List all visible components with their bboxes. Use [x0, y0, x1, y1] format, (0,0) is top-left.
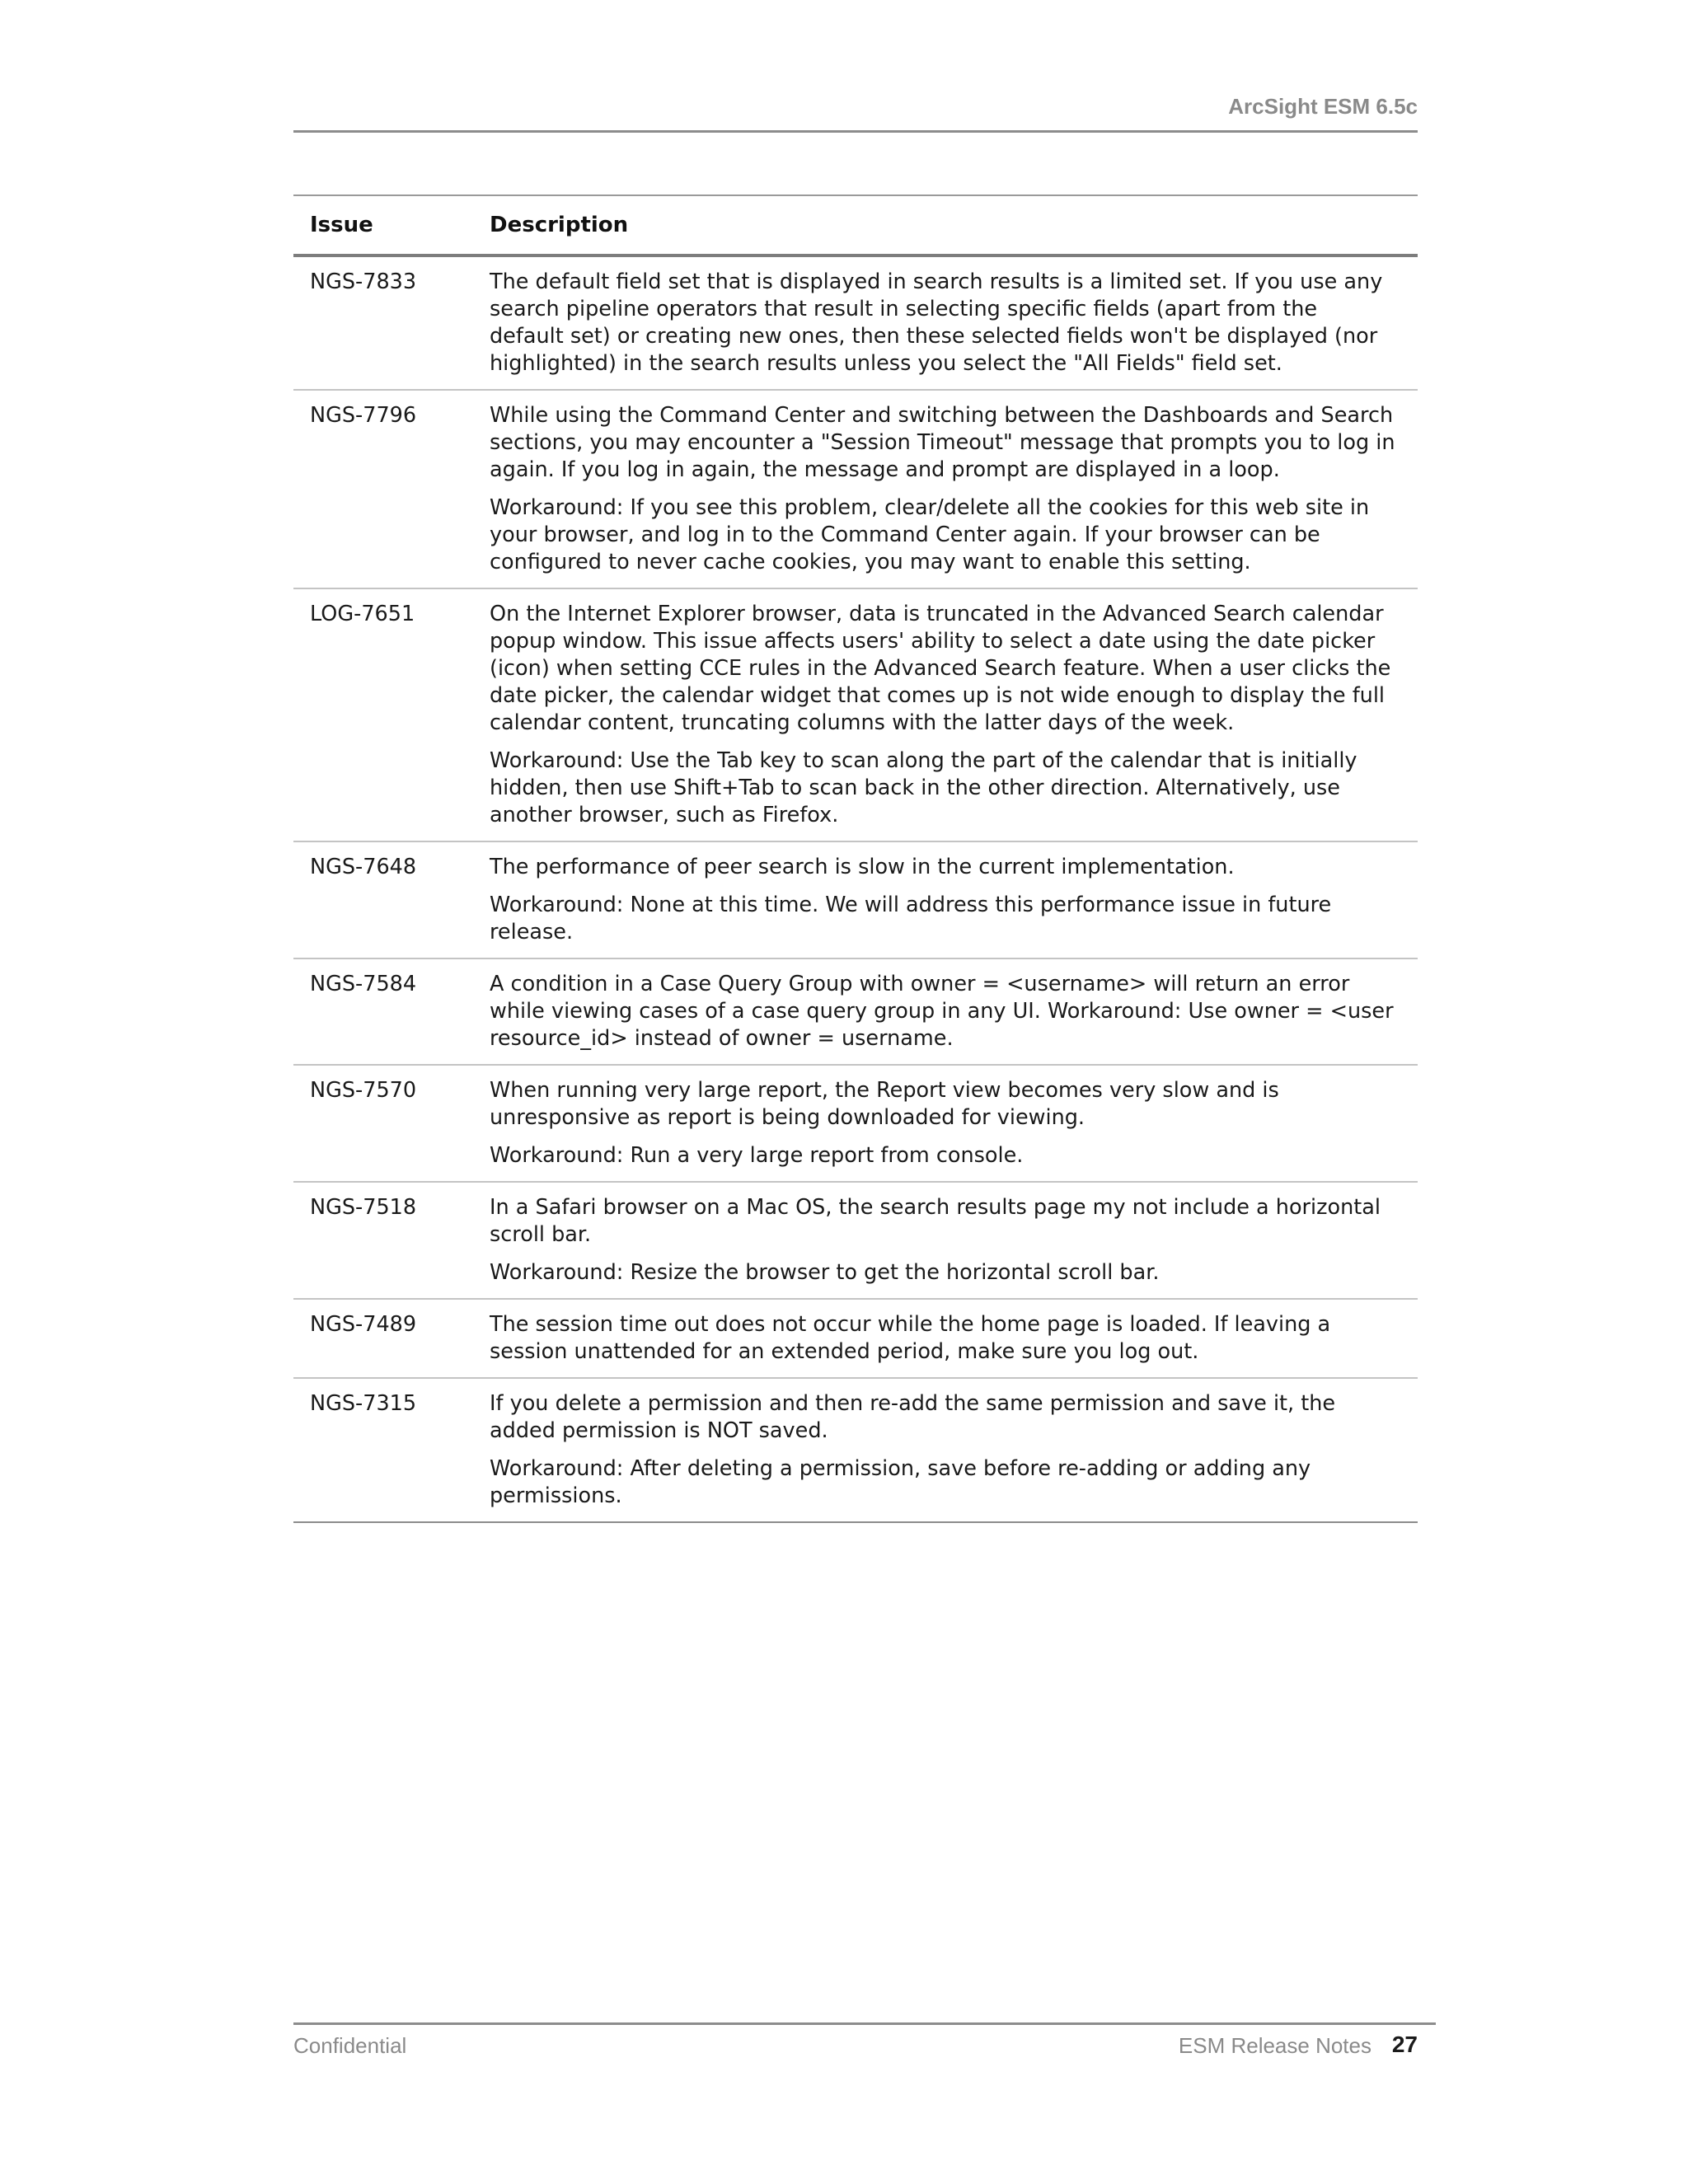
workaround-text: Workaround: After deleting a permission, save before re-adding or adding any permissions.	[490, 1456, 1311, 1508]
issue-description	[490, 1390, 1418, 1510]
table-row	[293, 391, 1418, 589]
workaround-text: Workaround: If you see this problem, clear/delete all the cookies for this web site in your browser, and log in to the Command Center again. If your browser can be configured to never cache cookies, you may want to enable this setting.	[490, 495, 1370, 574]
description-text: The performance of peer search is slow in the current implementation.	[490, 855, 1235, 879]
table-row	[293, 842, 1418, 959]
table-row	[293, 589, 1418, 842]
workaround-text: Workaround: None at this time. We will address this performance issue in future release.	[490, 893, 1332, 944]
table-row	[293, 1300, 1418, 1379]
issue-description	[490, 601, 1418, 829]
description-text: When running very large report, the Report view becomes very slow and is unresponsive as report is being downloaded for viewing.	[490, 1078, 1279, 1130]
description-text: The default field set that is displayed in search results is a limited set. If you use any search pipeline operators that result in selecting specific fields (apart from the default set) or creating new ones, then these selected fields won't be displayed (nor highlighted) in the search results unless you select the "All Fields" field set.	[490, 269, 1383, 376]
issue-id: NGS-7518	[310, 1195, 417, 1220]
page-header	[293, 89, 1418, 133]
column-header-issue: Issue	[310, 213, 373, 237]
column-header-description: Description	[490, 213, 629, 237]
issue-id: NGS-7833	[310, 269, 417, 294]
description-text: On the Internet Explorer browser, data is truncated in the Advanced Search calendar popup window. This issue affects users' ability to select a date using the date picker (icon) when setting CCE rules in the Advanced Search feature. When a user clicks the date picker, the calendar widget that comes up is not wide enough to display the full calendar content, truncating columns with the latter days of the week.	[490, 602, 1391, 735]
issue-description	[490, 971, 1418, 1052]
known-issues-table	[293, 194, 1418, 1523]
issue-id: NGS-7489	[310, 1312, 417, 1337]
workaround-text: Workaround: Use the Tab key to scan along the part of the calendar that is initially hidden, then use Shift+Tab to scan back in the other direction. Alternatively, use another browser, such as Firefox.	[490, 748, 1357, 827]
issue-description	[490, 1077, 1418, 1169]
description-text: The session time out does not occur while the home page is loaded. If leaving a session unattended for an extended period, make sure you log out.	[490, 1312, 1331, 1364]
issue-id: NGS-7570	[310, 1078, 417, 1103]
table-row	[293, 1183, 1418, 1300]
description-text: In a Safari browser on a Mac OS, the search results page my not include a horizontal scroll bar.	[490, 1195, 1381, 1247]
issue-description	[490, 854, 1418, 946]
workaround-text: Workaround: Resize the browser to get the horizontal scroll bar.	[490, 1260, 1160, 1285]
issue-id: NGS-7648	[310, 855, 417, 879]
issue-description	[490, 269, 1418, 377]
table-row	[293, 1379, 1418, 1523]
table-row	[293, 1066, 1418, 1183]
confidential-label: Confidential	[293, 2033, 407, 2058]
issue-description	[490, 1311, 1418, 1366]
description-text: While using the Command Center and switching between the Dashboards and Search sections, you may encounter a "Session Timeout" message that prompts you to log in again. If you log in again, the message and prompt are displayed in a loop.	[490, 403, 1395, 482]
footer-document-name: ESM Release Notes	[1178, 2033, 1372, 2058]
workaround-text: Workaround: Run a very large report from console.	[490, 1143, 1024, 1168]
document-title: ArcSight ESM 6.5c	[1228, 94, 1418, 119]
issue-id: NGS-7796	[310, 403, 417, 428]
table-row	[293, 257, 1418, 391]
issue-id: LOG-7651	[310, 602, 415, 626]
table-body	[293, 257, 1418, 1523]
description-text: If you delete a permission and then re-add the same permission and save it, the added permission is NOT saved.	[490, 1391, 1336, 1443]
table-row	[293, 959, 1418, 1066]
page-number: 27	[1391, 2032, 1418, 2057]
table-header-row	[293, 196, 1418, 257]
issue-description	[490, 1194, 1418, 1286]
issue-id: NGS-7315	[310, 1391, 417, 1416]
issue-description	[490, 402, 1418, 576]
page-footer	[293, 2022, 1436, 2066]
issue-id: NGS-7584	[310, 972, 417, 996]
description-text: A condition in a Case Query Group with owner = <username> will return an error while viewing cases of a case query group in any UI. Workaround: Use owner = <user resource_id> instead of owner = username.	[490, 972, 1394, 1051]
